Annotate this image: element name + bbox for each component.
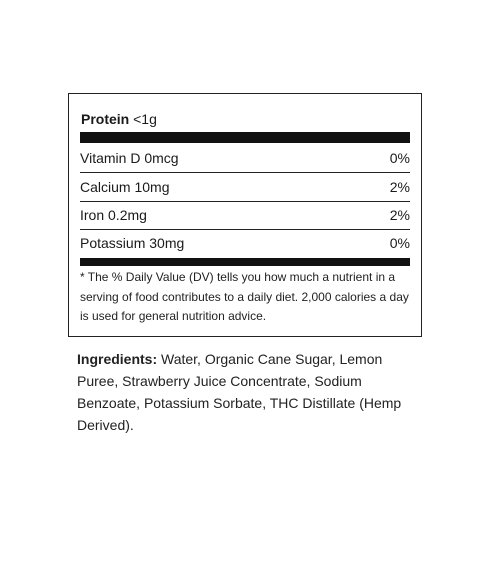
ingredients-section [77, 348, 417, 436]
nutrient-row-potassium [80, 229, 410, 257]
nutrient-name: Potassium 30mg [80, 235, 185, 251]
nutrient-dv: 2% [389, 207, 410, 223]
ingredients-label: Ingredients: [77, 351, 158, 367]
nutrient-name: Iron 0.2mg [80, 207, 147, 223]
nutrition-facts-panel [68, 93, 422, 337]
nutrient-row-iron [80, 201, 410, 229]
nutrient-dv: 0% [389, 235, 410, 251]
ingredients-text: Water, Organic Cane Sugar, Lemon Puree, Strawberry Juice Concentrate, Sodium Benzoate, Potassium Sorbate, THC Distillate (Hemp Derived). [77, 351, 402, 433]
thick-divider-bottom [80, 258, 410, 266]
nutrient-name: Calcium 10mg [80, 179, 170, 195]
nutrient-dv: 2% [389, 179, 410, 195]
protein-value: <1g [133, 111, 157, 127]
protein-label: Protein [81, 111, 130, 127]
nutrient-name: Vitamin D 0mcg [80, 150, 179, 166]
nutrient-row-calcium [80, 173, 410, 201]
protein-line [81, 111, 157, 127]
nutrient-dv: 0% [389, 150, 410, 166]
daily-value-footnote: * The % Daily Value (DV) tells you how much a nutrient in a serving of food contributes to a daily diet. 2,000 calories a day is used for general nutrition advice. [80, 270, 409, 323]
thick-divider-top [80, 132, 410, 143]
nutrient-row-vitamin-d [80, 144, 410, 172]
